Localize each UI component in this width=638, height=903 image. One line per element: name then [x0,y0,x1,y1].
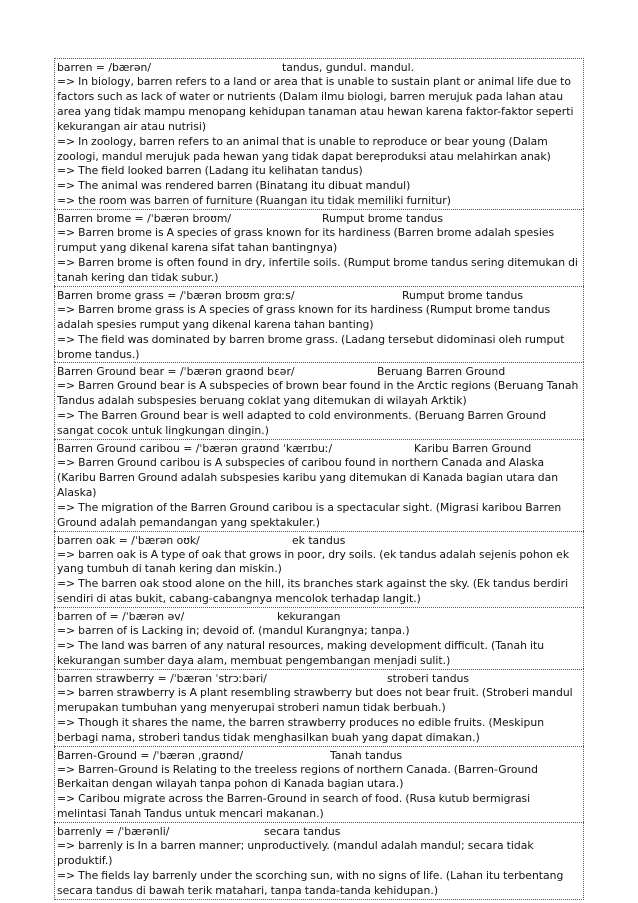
entry-meaning: Beruang Barren Ground [377,365,506,379]
dictionary-entry [54,209,584,286]
dictionary-entry [54,607,584,669]
dictionary-sheet [54,58,584,900]
entry-headword: Barren-Ground = /ˈbærən ˌgraʊnd/ [57,748,244,762]
entry-header [57,441,582,456]
entry-headword: barren oak = /ˈbærən oʊk/ [57,533,200,547]
entry-example-line: => The fields lay barrenly under the scorching sun, with no signs of life. (Lahan itu terbentang secara tandus di bawah terik matahari, tanpa tanda-tanda kehidupan.) [57,868,564,897]
entry-example-line: => The animal was rendered barren (Binatang itu dibuat mandul) [57,179,411,193]
entry-headword: Barren Ground bear = /ˈbærən graʊnd bɛər/ [57,365,295,379]
entry-example-line: => Barren-Ground is Relating to the treeless regions of northern Canada. (Barren-Ground Berkaitan dengan wilayah tanpa pohon di Kanada bagian utara.) [57,762,538,791]
entry-header [57,60,582,75]
entry-example-line: => barren oak is A type of oak that grows in poor, dry soils. (ek tandus adalah sejenis pohon ek yang tumbuh di tanah kering dan miskin.) [57,547,570,576]
entry-example-line: => The land was barren of any natural resources, making development difficult. (Tanah itu kekurangan sumber daya alam, membuat pengembangan menjadi sulit.) [57,639,545,667]
entry-example-line: => The field was dominated by barren brome grass. (Ladang tersebut didominasi oleh rumput brome tandus.) [57,332,565,361]
entry-example-line: => Barren brome is often found in dry, infertile soils. (Rumput brome tandus sering ditemukan di tanah kering dan tidak subur.) [57,255,578,284]
entry-headword: barren = /bærən/ [57,61,151,74]
entry-example-line: => Barren Ground bear is A subspecies of brown bear found in the Arctic regions (Beruang Tanah Tandus adalah subspesies beruang coklat yang ditemukan di wilayah Arktik) [57,379,579,408]
entry-headword: Barren Ground caribou = /ˈbærən graʊnd ˈkærɪbuː/ [57,442,333,456]
entry-headword: barren strawberry = /ˈbærən ˈstrɔːbəri/ [57,671,267,685]
entry-example-line: => The Barren Ground bear is well adapted to cold environments. (Beruang Barren Ground sangat cocok untuk lingkungan dingin.) [57,409,547,438]
entry-example-line: => the room was barren of furniture (Ruangan itu tidak memiliki furnitur) [57,194,451,208]
entry-header [57,364,582,379]
dictionary-entry [54,531,584,608]
entry-example-line: => Barren Ground caribou is A subspecies of caribou found in northern Canada and Alaska (Karibu Barren Ground adalah subspesies karibu yang ditemukan di Kanada bagian utara dan Alaska) [57,456,559,499]
entry-headword: Barren brome = /ˈbærən broʊm/ [57,212,232,226]
dictionary-entry [54,286,584,363]
entry-header [57,609,582,624]
entry-meaning: stroberi tandus [387,671,470,685]
entry-meaning: Karibu Barren Ground [414,442,532,456]
entry-example-line: => The barren oak stood alone on the hill, its branches stark against the sky. (Ek tandus berdiri sendiri di atas bukit, cabang-cabangnya mencolok terhadap langit.) [57,577,569,606]
entry-meaning: kekurangan [277,610,341,624]
entry-example-line: => Though it shares the name, the barren strawberry produces no edible fruits. (Meskipun berbagi nama, stroberi tandus tidak menghasilkan buah yang dapat dimakan.) [57,715,545,744]
entry-headword: Barren brome grass = /ˈbærən broʊm grɑːs/ [57,288,295,302]
entry-example-line: => Barren brome grass is A species of grass known for its hardiness (Rumput brome tandus adalah spesies rumput yang dikenal karena tahan banting) [57,302,551,331]
entry-header [57,748,582,763]
entry-example-line: => In biology, barren refers to a land or area that is unable to sustain plant or animal life due to factors such as lack of water or nutrients (Dalam ilmu biologi, barren merujuk pada lahan atau area yang tidak mampu menopang kehidupan tanaman atau hewan karena faktor-faktor seperti kekurangan air atau nutrisi) [57,75,574,133]
entry-meaning: Tanah tandus [330,748,403,762]
entry-example-line: => The field looked barren (Ladang itu kelihatan tandus) [57,164,363,178]
entry-meaning: Rumput brome tandus [322,212,444,226]
entry-header [57,533,582,548]
dictionary-entry [54,58,584,209]
entry-headword: barrenly = /ˈbærənli/ [57,825,170,839]
entry-meaning: Rumput brome tandus [402,288,524,302]
entry-example-line: => barren of is Lacking in; devoid of. (mandul Kurangnya; tanpa.) [57,624,410,638]
entry-example-line: => In zoology, barren refers to an animal that is unable to reproduce or bear young (Dalam zoologi, mandul merujuk pada hewan yang tidak dapat bereproduksi atau melahirkan anak) [57,134,551,163]
entry-example-line: => barrenly is In a barren manner; unproductively. (mandul adalah mandul; secara tidak produktif.) [57,839,534,868]
dictionary-entry [54,822,584,900]
entry-meaning: tandus, gundul. mandul. [282,61,415,74]
entry-header [57,824,582,839]
dictionary-entry [54,669,584,746]
dictionary-entry [54,746,584,823]
entry-example-line: => Barren brome is A species of grass known for its hardiness (Barren brome adalah spesies rumput yang dikenal karena sifat tahan bantingnya) [57,226,555,255]
entry-example-line: => The migration of the Barren Ground caribou is a spectacular sight. (Migrasi karibou Barren Ground adalah pemandangan yang spektakuler.) [57,500,562,529]
entry-header [57,288,582,303]
entry-meaning: secara tandus [264,825,341,839]
entry-example-line: => Caribou migrate across the Barren-Ground in search of food. (Rusa kutub bermigrasi melintasi Tanah Tandus untuk mencari makanan.) [57,792,531,821]
entry-meaning: ek tandus [292,533,346,547]
entry-header [57,211,582,226]
entry-example-line: => barren strawberry is A plant resembling strawberry but does not bear fruit. (Stroberi mandul merupakan tumbuhan yang menyerupai stroberi namun tidak berbuah.) [57,685,573,714]
dictionary-entry [54,362,584,439]
entry-headword: barren of = /ˈbærən əv/ [57,610,185,624]
entry-header [57,671,582,686]
dictionary-entry [54,439,584,531]
